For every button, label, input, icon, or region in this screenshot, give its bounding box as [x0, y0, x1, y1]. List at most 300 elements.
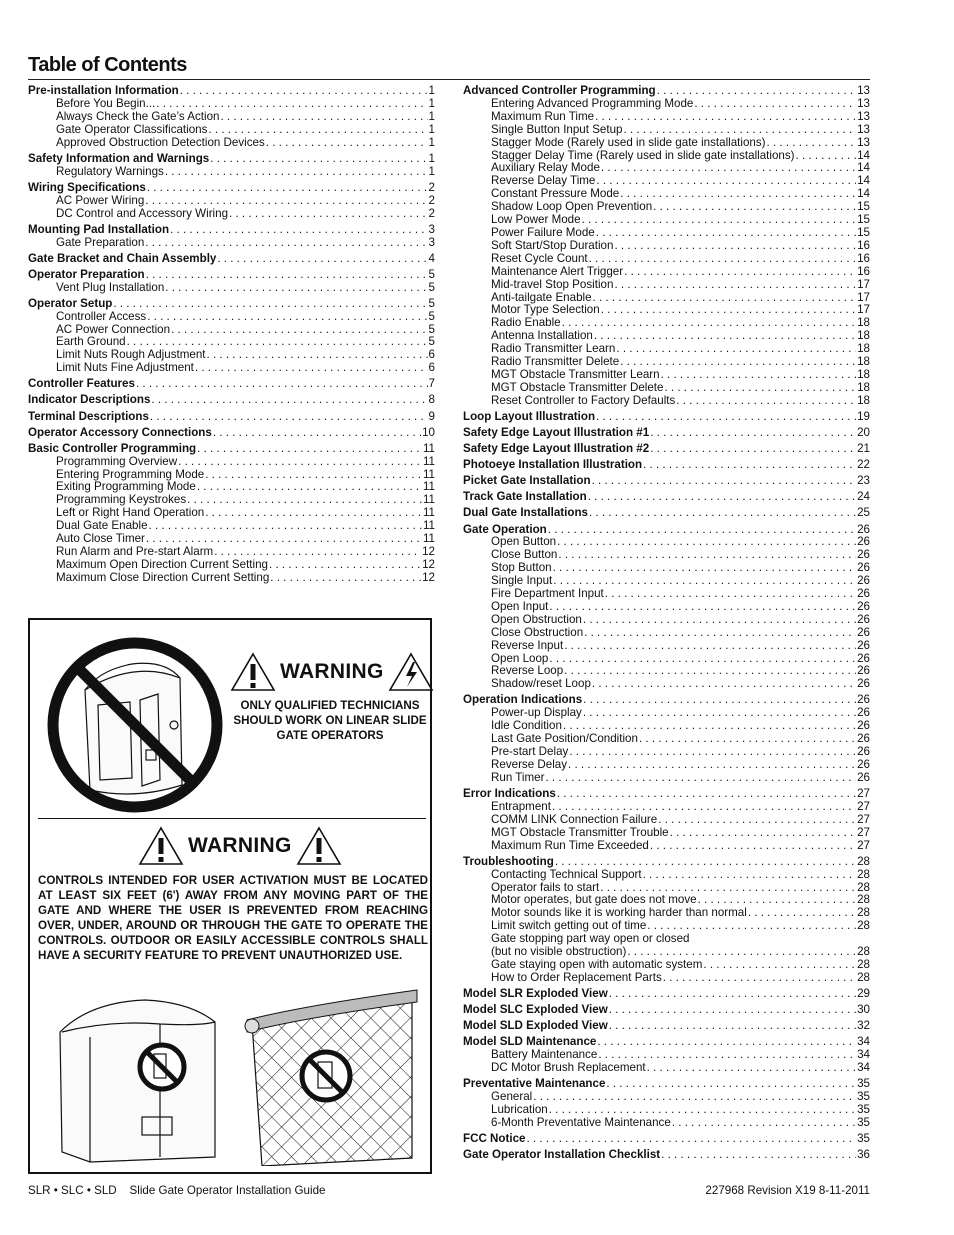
dot-leader	[552, 801, 856, 814]
toc-sub-entry[interactable]	[463, 759, 870, 772]
toc-sub-entry[interactable]	[28, 507, 435, 520]
toc-sub-entry[interactable]	[463, 1049, 870, 1062]
dot-leader	[592, 475, 857, 488]
exclamation-triangle-icon	[138, 826, 184, 866]
toc-page-number: 14	[857, 149, 870, 162]
lightning-triangle-icon	[388, 652, 434, 692]
toc-sub-entry[interactable]	[28, 237, 435, 250]
toc-sub-entry[interactable]	[463, 549, 870, 562]
toc-page-number: 5	[428, 297, 435, 310]
dot-leader	[614, 279, 856, 292]
toc-sub-entry[interactable]	[463, 1117, 870, 1130]
toc-page-number: 16	[857, 265, 870, 278]
warning-divider	[38, 818, 426, 819]
toc-heading-entry[interactable]	[463, 694, 870, 707]
toc-sub-entry[interactable]	[28, 559, 435, 572]
toc-sub-entry[interactable]	[463, 733, 870, 746]
dot-leader	[195, 362, 428, 375]
toc-sub-entry[interactable]	[463, 369, 870, 382]
toc-entry-title: Maximum Run Time Exceeded	[491, 839, 649, 852]
toc-page-number: 26	[857, 626, 870, 639]
toc-entry-title: Regulatory Warnings	[56, 165, 164, 178]
dot-leader	[214, 546, 421, 559]
toc-entry-title: Reset Cycle Count	[491, 252, 588, 265]
dot-leader	[553, 575, 856, 588]
toc-heading-entry[interactable]	[28, 411, 435, 424]
dot-leader	[589, 253, 856, 266]
toc-section	[28, 427, 435, 440]
toc-sub-entry[interactable]	[463, 201, 870, 214]
toc-sub-entry[interactable]	[463, 1062, 870, 1075]
dot-leader	[600, 882, 856, 895]
toc-sub-entry[interactable]	[463, 253, 870, 266]
toc-page-number: 28	[857, 920, 870, 933]
toc-entry-title: Lubrication	[491, 1103, 548, 1116]
toc-entry-title: Programming Keystrokes	[56, 494, 187, 507]
dot-leader	[643, 459, 856, 472]
toc-entry-title: Run Timer	[491, 771, 545, 784]
toc-page-number: 28	[857, 971, 870, 984]
toc-entry-title: COMM LINK Connection Failure	[491, 813, 658, 826]
toc-page-number: 26	[857, 678, 870, 691]
toc-sub-entry[interactable]	[463, 343, 870, 356]
toc-heading-entry[interactable]	[463, 1133, 870, 1146]
page-title: Table of Contents	[28, 54, 187, 76]
toc-entry-title: Radio Transmitter Learn	[491, 343, 616, 356]
toc-sub-entry[interactable]	[28, 324, 435, 337]
toc-page-number: 28	[857, 907, 870, 920]
toc-sub-entry[interactable]	[463, 150, 870, 163]
toc-page-number: 34	[857, 1062, 870, 1075]
toc-entry-title: Motor operates, but gate does not move	[491, 894, 697, 907]
toc-page-number: 10	[422, 426, 435, 439]
toc-sub-entry[interactable]	[463, 720, 870, 733]
toc-entry-title: Soft Start/Stop Duration	[491, 239, 614, 252]
toc-entry-title: Track Gate Installation	[463, 491, 587, 504]
toc-entry-title: Entrapment	[491, 800, 551, 813]
dot-leader	[583, 694, 856, 707]
toc-heading-entry[interactable]	[28, 298, 435, 311]
toc-entry-title: MGT Obstacle Transmitter Delete	[491, 381, 664, 394]
toc-heading-entry[interactable]	[28, 85, 435, 98]
toc-heading-entry[interactable]	[463, 788, 870, 801]
toc-section	[28, 394, 435, 407]
toc-section	[28, 298, 435, 375]
toc-entry-title: Gate Operator Classifications	[56, 123, 208, 136]
no-symbol-icon	[40, 630, 230, 820]
toc-entry-title: Controller Features	[28, 378, 135, 391]
toc-sub-entry[interactable]	[463, 882, 870, 895]
toc-entry-title: Wiring Specifications	[28, 181, 146, 194]
toc-page-number: 13	[857, 97, 870, 110]
toc-entry-title: Reverse Delay Time	[491, 175, 596, 188]
toc-heading-entry[interactable]	[463, 475, 870, 488]
toc-sub-entry[interactable]	[463, 627, 870, 640]
exclamation-triangle-icon	[296, 826, 342, 866]
toc-entry-title: AC Power Connection	[56, 323, 171, 336]
dot-leader	[624, 266, 856, 279]
toc-entry-title: Open Button	[491, 536, 557, 549]
toc-entry-title: Safety Edge Layout Illustration #2	[463, 443, 650, 456]
dot-leader	[601, 304, 856, 317]
dot-leader	[557, 536, 856, 549]
toc-page-number: 26	[857, 694, 870, 707]
toc-heading-entry[interactable]	[463, 459, 870, 472]
toc-sub-entry[interactable]	[28, 533, 435, 546]
dot-leader	[614, 240, 856, 253]
toc-sub-entry[interactable]	[463, 920, 870, 933]
toc-page-number: 23	[857, 475, 870, 488]
toc-sub-entry[interactable]	[463, 330, 870, 343]
toc-page-number: 26	[857, 575, 870, 588]
dot-leader	[663, 972, 856, 985]
toc-heading-entry[interactable]	[28, 269, 435, 282]
dot-leader	[178, 456, 422, 469]
toc-sub-entry[interactable]	[28, 166, 435, 179]
toc-section	[463, 788, 870, 853]
dot-leader	[147, 182, 428, 195]
toc-section	[463, 1078, 870, 1130]
toc-entry-title: Operation Indications	[463, 694, 583, 707]
toc-sub-entry[interactable]	[463, 162, 870, 175]
toc-sub-entry[interactable]	[463, 707, 870, 720]
toc-entry-title: Shadow Loop Open Prevention	[491, 201, 653, 214]
dot-leader	[526, 1133, 856, 1146]
toc-entry-title: Photoeye Installation Illustration	[463, 459, 643, 472]
toc-sub-entry[interactable]	[463, 98, 870, 111]
toc-sub-entry[interactable]	[463, 124, 870, 137]
toc-sub-entry[interactable]	[463, 959, 870, 972]
toc-sub-entry[interactable]	[463, 588, 870, 601]
toc-sub-entry[interactable]	[463, 562, 870, 575]
toc-page-number: 1	[428, 97, 435, 110]
toc-section	[28, 182, 435, 221]
dot-leader	[146, 533, 422, 546]
toc-heading-entry[interactable]	[463, 85, 870, 98]
dot-leader	[606, 1078, 856, 1091]
toc-entry-title: Limit Nuts Fine Adjustment	[56, 362, 194, 375]
toc-page-number: 34	[857, 1049, 870, 1062]
dot-leader	[210, 153, 427, 166]
toc-page-number: 26	[857, 652, 870, 665]
toc-page-number: 18	[857, 368, 870, 381]
toc-entry-title: Operator fails to start	[491, 881, 600, 894]
toc-sub-entry[interactable]	[28, 362, 435, 375]
toc-sub-entry[interactable]	[463, 188, 870, 201]
toc-sub-entry[interactable]	[28, 208, 435, 221]
toc-page-number: 17	[857, 304, 870, 317]
toc-sub-entry[interactable]	[463, 840, 870, 853]
dot-leader	[596, 175, 856, 188]
dot-leader	[127, 336, 428, 349]
toc-entry-title: FCC Notice	[463, 1132, 526, 1145]
dot-leader	[187, 494, 422, 507]
toc-entry-title: Indicator Descriptions	[28, 394, 151, 407]
dot-leader	[584, 627, 856, 640]
toc-entry-title: 6-Month Preventative Maintenance	[491, 1116, 671, 1129]
toc-page-number: 5	[428, 310, 435, 323]
toc-sub-entry[interactable]	[463, 814, 870, 827]
toc-heading-entry[interactable]	[463, 1036, 870, 1049]
toc-heading-entry[interactable]	[463, 1020, 870, 1033]
toc-entry-title: Mid-travel Stop Position	[491, 278, 614, 291]
toc-entry-title: Open Obstruction	[491, 613, 582, 626]
toc-sub-entry[interactable]	[463, 175, 870, 188]
toc-sub-entry[interactable]	[463, 317, 870, 330]
toc-heading-entry[interactable]	[463, 524, 870, 537]
toc-page-number: 18	[857, 394, 870, 407]
toc-sub-entry[interactable]	[463, 894, 870, 907]
toc-sub-entry[interactable]	[463, 653, 870, 666]
dot-leader	[596, 411, 856, 424]
toc-sub-entry[interactable]	[463, 536, 870, 549]
toc-sub-entry[interactable]	[463, 575, 870, 588]
toc-entry-title: Gate staying open with automatic system	[491, 958, 703, 971]
toc-sub-entry[interactable]	[28, 137, 435, 150]
toc-heading-entry[interactable]	[463, 443, 870, 456]
toc-section	[28, 85, 435, 150]
toc-page-number: 13	[857, 123, 870, 136]
dot-leader	[533, 1091, 856, 1104]
toc-sub-entry[interactable]	[463, 772, 870, 785]
toc-page-number: 28	[857, 894, 870, 907]
toc-page-number: 1	[428, 123, 435, 136]
dot-leader	[593, 292, 857, 305]
warning-header-top	[230, 652, 434, 692]
dot-leader	[698, 894, 857, 907]
toc-page-number: 16	[857, 252, 870, 265]
toc-page-number: 11	[422, 481, 435, 494]
toc-heading-entry[interactable]	[28, 224, 435, 237]
toc-entry-title: Vent Plug Installation	[56, 281, 165, 294]
toc-entry-title: Gate Preparation	[56, 236, 145, 249]
dot-leader	[229, 208, 428, 221]
toc-page-number: 28	[857, 855, 870, 868]
toc-page-number: 35	[857, 1078, 870, 1091]
toc-section	[463, 524, 870, 692]
toc-page-number: 2	[428, 207, 435, 220]
toc-sub-entry[interactable]	[28, 469, 435, 482]
exclamation-triangle-icon	[230, 652, 276, 692]
warning-header-bottom	[138, 826, 342, 866]
dot-leader	[549, 1104, 856, 1117]
dot-leader	[557, 788, 856, 801]
dot-leader	[151, 394, 427, 407]
toc-page-number: 1	[428, 165, 435, 178]
toc-sub-entry[interactable]	[28, 456, 435, 469]
toc-heading-entry[interactable]	[463, 856, 870, 869]
toc-sub-entry[interactable]	[28, 98, 435, 111]
dot-leader	[205, 469, 422, 482]
dot-leader	[767, 137, 857, 150]
toc-sub-entry[interactable]	[463, 227, 870, 240]
toc-heading-entry[interactable]	[28, 253, 435, 266]
toc-sub-entry[interactable]	[463, 111, 870, 124]
dot-leader	[616, 343, 856, 356]
toc-page-number: 19	[857, 410, 870, 423]
dot-leader	[676, 395, 856, 408]
toc-entry-title: Reverse Delay	[491, 759, 568, 771]
toc-heading-entry[interactable]	[28, 443, 435, 456]
toc-sub-entry[interactable]	[28, 111, 435, 124]
dot-leader	[558, 549, 856, 562]
toc-entry-title: Anti-tailgate Enable	[491, 291, 592, 304]
toc-page-number: 16	[857, 239, 870, 252]
toc-sub-entry[interactable]	[463, 746, 870, 759]
toc-page-number: 32	[857, 1020, 870, 1033]
toc-heading-entry[interactable]	[463, 411, 870, 424]
toc-sub-entry[interactable]	[28, 282, 435, 295]
toc-entry-title: Exiting Programming Mode	[56, 481, 196, 494]
toc-sub-entry[interactable]	[463, 304, 870, 317]
dot-leader	[670, 827, 856, 840]
toc-section	[463, 491, 870, 504]
toc-page-number: 20	[857, 426, 870, 439]
toc-sub-entry[interactable]	[463, 907, 870, 920]
toc-entry-title: General	[491, 1091, 533, 1104]
toc-sub-entry[interactable]	[463, 240, 870, 253]
toc-page-number: 3	[428, 223, 435, 236]
toc-section	[463, 411, 870, 424]
dot-leader	[647, 1062, 856, 1075]
toc-sub-entry[interactable]	[463, 601, 870, 614]
toc-heading-entry[interactable]	[463, 507, 870, 520]
toc-entry-title: Basic Controller Programming	[28, 442, 197, 455]
toc-entry-title: Idle Condition	[491, 720, 562, 733]
toc-sub-entry[interactable]	[28, 311, 435, 324]
toc-sub-entry[interactable]	[463, 678, 870, 691]
toc-heading-entry[interactable]	[28, 153, 435, 166]
toc-entry-title: Radio Enable	[491, 317, 561, 330]
toc-page-number: 34	[857, 1036, 870, 1049]
toc-sub-entry[interactable]	[463, 279, 870, 292]
dot-leader	[165, 282, 427, 295]
toc-heading-entry[interactable]	[463, 988, 870, 1001]
toc-sub-entry[interactable]	[463, 614, 870, 627]
toc-page-number: 17	[857, 291, 870, 304]
warning-box	[28, 618, 432, 1174]
dot-leader	[170, 224, 427, 237]
dot-leader	[595, 111, 856, 124]
toc-page-number: 26	[857, 771, 870, 784]
toc-page-number: 26	[857, 523, 870, 536]
toc-sub-entry[interactable]	[28, 124, 435, 137]
toc-entry-title: Reverse Input	[491, 639, 564, 652]
toc-page-number: 26	[857, 588, 870, 601]
toc-sub-entry[interactable]	[28, 195, 435, 208]
toc-sub-entry[interactable]	[463, 972, 870, 985]
toc-page-number: 13	[857, 85, 870, 97]
toc-heading-entry[interactable]	[463, 1078, 870, 1091]
toc-sub-entry[interactable]	[28, 481, 435, 494]
toc-section	[28, 224, 435, 250]
toc-sub-entry[interactable]	[463, 214, 870, 227]
toc-sub-entry[interactable]	[463, 665, 870, 678]
toc-page-number: 36	[857, 1149, 870, 1162]
dot-leader	[149, 520, 422, 533]
toc-entry-title: Before You Begin...	[56, 97, 156, 110]
toc-sub-entry[interactable]	[28, 520, 435, 533]
toc-heading-entry[interactable]	[28, 427, 435, 440]
dot-leader	[555, 856, 856, 869]
toc-entry-title: AC Power Wiring	[56, 194, 145, 207]
toc-page-number: 14	[857, 162, 870, 175]
toc-sub-entry[interactable]	[463, 395, 870, 408]
dot-leader	[553, 562, 857, 575]
toc-entry-title: Gate Operator Installation Checklist	[463, 1149, 661, 1162]
toc-entry-title: MGT Obstacle Transmitter Learn	[491, 368, 660, 381]
toc-sub-entry[interactable]	[463, 640, 870, 653]
dot-leader	[549, 601, 856, 614]
footer-right: 227968 Revision X19 8-11-2011	[705, 1184, 870, 1197]
dot-leader	[647, 920, 856, 933]
toc-sub-entry[interactable]	[28, 336, 435, 349]
toc-page-number: 26	[857, 536, 870, 549]
toc-sub-entry[interactable]	[463, 827, 870, 840]
toc-entry-title: Fire Department Input	[491, 588, 604, 601]
toc-heading-entry[interactable]	[463, 491, 870, 504]
toc-entry-title: Safety Information and Warnings	[28, 152, 210, 165]
toc-sub-entry[interactable]	[463, 266, 870, 279]
toc-page-number: 29	[857, 987, 870, 1000]
dot-leader	[609, 988, 856, 1001]
toc-sub-entry[interactable]	[28, 349, 435, 362]
toc-entry-title: Model SLR Exploded View	[463, 987, 608, 1000]
dot-leader	[145, 195, 427, 208]
toc-page-number: 18	[857, 330, 870, 343]
toc-sub-entry[interactable]	[28, 546, 435, 559]
toc-entry-title: Motor sounds like it is working harder than normal	[491, 907, 747, 920]
toc-sub-entry[interactable]	[463, 292, 870, 305]
toc-page-number: 27	[857, 813, 870, 826]
toc-heading-entry[interactable]	[463, 1004, 870, 1017]
toc-sub-entry[interactable]	[463, 933, 870, 946]
toc-sub-entry[interactable]	[463, 356, 870, 369]
toc-page-number: 27	[857, 826, 870, 839]
toc-sub-entry[interactable]	[28, 494, 435, 507]
title-rule	[28, 79, 870, 80]
toc-heading-entry[interactable]	[28, 378, 435, 391]
toc-heading-entry[interactable]	[28, 394, 435, 407]
toc-sub-entry[interactable]	[463, 801, 870, 814]
dot-leader	[658, 814, 856, 827]
toc-page-number: 11	[422, 468, 435, 481]
toc-entry-title: Radio Transmitter Delete	[491, 356, 620, 369]
toc-entry-title: Power-up Display	[491, 707, 582, 720]
toc-sub-entry[interactable]	[463, 137, 870, 150]
dot-leader	[639, 733, 856, 746]
toc-heading-entry[interactable]	[28, 182, 435, 195]
toc-entry-title: Single Button Input Setup	[491, 123, 623, 136]
toc-page-number: 26	[857, 562, 870, 575]
toc-page-number: 12	[422, 558, 435, 571]
toc-sub-entry[interactable]	[28, 572, 435, 585]
toc-entry-title: Gate Bracket and Chain Assembly	[28, 252, 217, 265]
toc-sub-entry[interactable]	[463, 869, 870, 882]
toc-heading-entry[interactable]	[463, 1149, 870, 1162]
dot-leader	[653, 201, 856, 214]
toc-entry-title: Stagger Mode (Rarely used in slide gate installations)	[491, 136, 766, 149]
toc-section	[463, 427, 870, 440]
toc-sub-entry[interactable]	[463, 382, 870, 395]
toc-sub-entry[interactable]	[463, 1091, 870, 1104]
toc-page-number: 26	[857, 759, 870, 771]
toc-heading-entry[interactable]	[463, 427, 870, 440]
toc-entry-title: Maximum Close Direction Current Setting	[56, 571, 270, 584]
toc-sub-entry[interactable]	[463, 946, 870, 959]
toc-sub-entry[interactable]	[463, 1104, 870, 1117]
toc-section	[463, 856, 870, 985]
